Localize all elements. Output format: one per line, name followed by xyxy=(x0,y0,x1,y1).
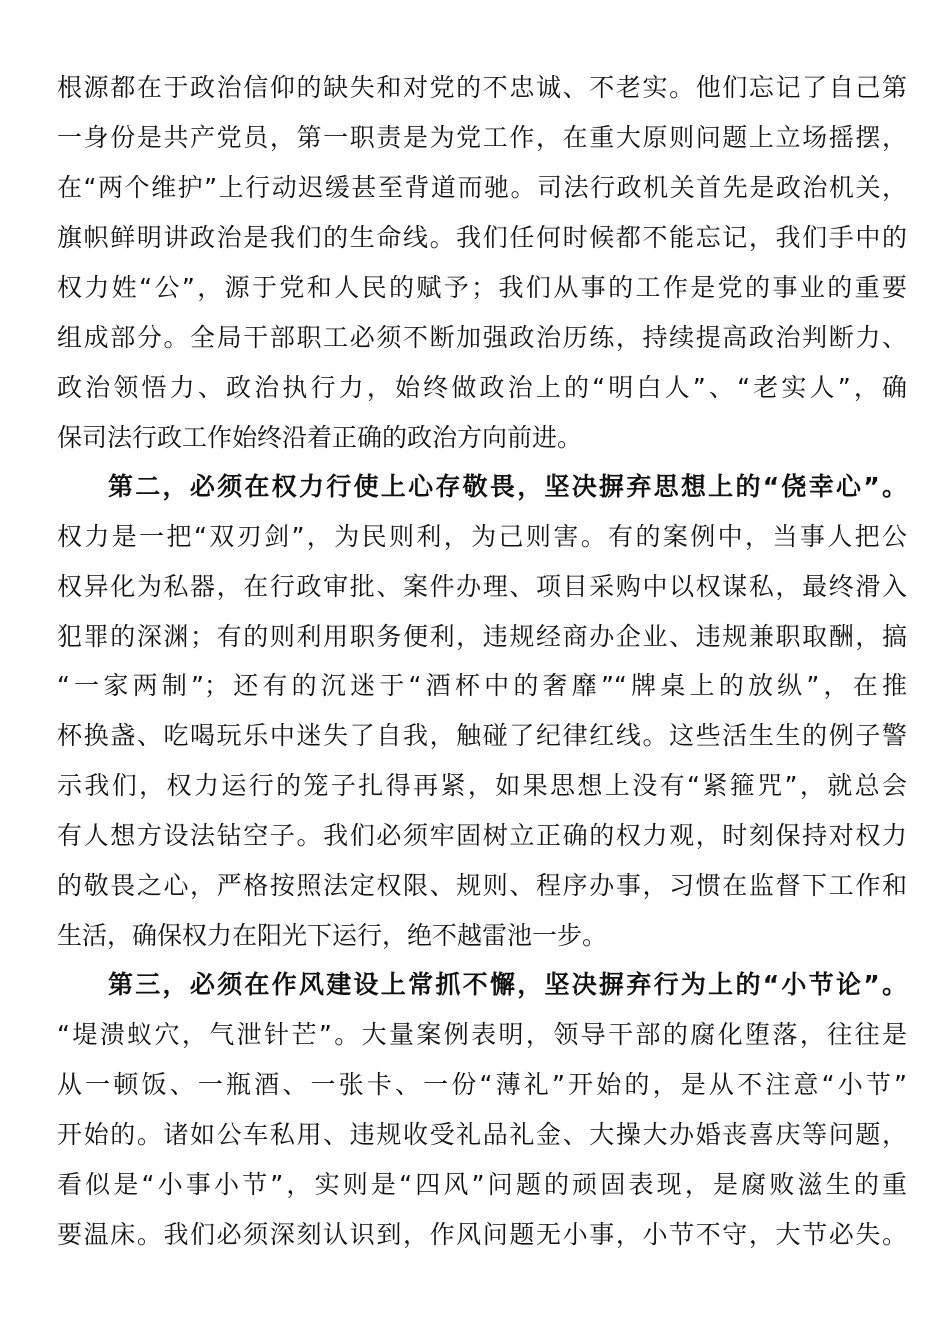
body-text-line: 一身份是共产党员，第一职责是为党工作，在重大原则问题上立场摇摆， xyxy=(57,123,907,152)
body-text-line: 示我们，权力运行的笼子扎得再紧，如果思想上没有“紧箍咒”，就总会 xyxy=(57,771,907,800)
body-text-line: 政治领悟力、政治执行力，始终做政治上的“明白人”、“老实人”，确 xyxy=(57,373,907,402)
body-text-line: 旗帜鲜明讲政治是我们的生命线。我们任何时候都不能忘记，我们手中的 xyxy=(57,223,907,252)
body-text-line: 杯换盏、吃喝玩乐中迷失了自我，触碰了纪律红线。这些活生生的例子警 xyxy=(57,721,907,750)
body-text-line: 犯罪的深渊；有的则利用职务便利，违规经商办企业、违规兼职取酬，搞 xyxy=(57,622,907,651)
body-text-line: 在“两个维护”上行动迟缓甚至背道而驰。司法行政机关首先是政治机关， xyxy=(57,173,907,202)
body-text-line: 看似是“小事小节”，实则是“四风”问题的顽固表现，是腐败滋生的重 xyxy=(57,1170,907,1199)
body-text-line: 权力是一把“双刃剑”，为民则利，为己则害。有的案例中，当事人把公 xyxy=(57,522,907,551)
section-heading-3: 第三，必须在作风建设上常抓不懈，坚决摒弃行为上的“小节论”。 xyxy=(108,970,907,999)
body-text-line: 开始的。诸如公车私用、违规收受礼品礼金、大操大办婚丧喜庆等问题， xyxy=(57,1120,907,1149)
body-text-line: 保司法行政工作始终沿着正确的政治方向前进。 xyxy=(57,423,583,452)
body-text-line: 的敬畏之心，严格按照法定权限、规则、程序办事，习惯在监督下工作和 xyxy=(57,871,907,900)
section-heading-2: 第二，必须在权力行使上心存敬畏，坚决摒弃思想上的“侥幸心”。 xyxy=(108,472,907,501)
body-text-line: 权力姓“公”，源于党和人民的赋予；我们从事的工作是党的事业的重要 xyxy=(57,273,907,302)
body-text-line: 要温床。我们必须深刻认识到，作风问题无小事，小节不守，大节必失。 xyxy=(57,1220,907,1249)
body-text-line: “堤溃蚁穴，气泄针芒”。大量案例表明，领导干部的腐化堕落，往往是 xyxy=(57,1020,907,1049)
body-text-line: 有人想方设法钻空子。我们必须牢固树立正确的权力观，时刻保持对权力 xyxy=(57,821,907,850)
body-text-line: 权异化为私器，在行政审批、案件办理、项目采购中以权谋私，最终滑入 xyxy=(57,572,907,601)
body-text-line: 从一顿饭、一瓶酒、一张卡、一份“薄礼”开始的，是从不注意“小节” xyxy=(57,1070,907,1099)
body-text-line: 生活，确保权力在阳光下运行，绝不越雷池一步。 xyxy=(57,921,608,950)
body-text-line: 组成部分。全局干部职工必须不断加强政治历练，持续提高政治判断力、 xyxy=(57,323,907,352)
body-text-line: “一家两制”；还有的沉迷于“酒杯中的奢靡”“牌桌上的放纵”，在推 xyxy=(57,671,907,700)
body-text-line: 根源都在于政治信仰的缺失和对党的不忠诚、不老实。他们忘记了自己第 xyxy=(57,73,907,102)
